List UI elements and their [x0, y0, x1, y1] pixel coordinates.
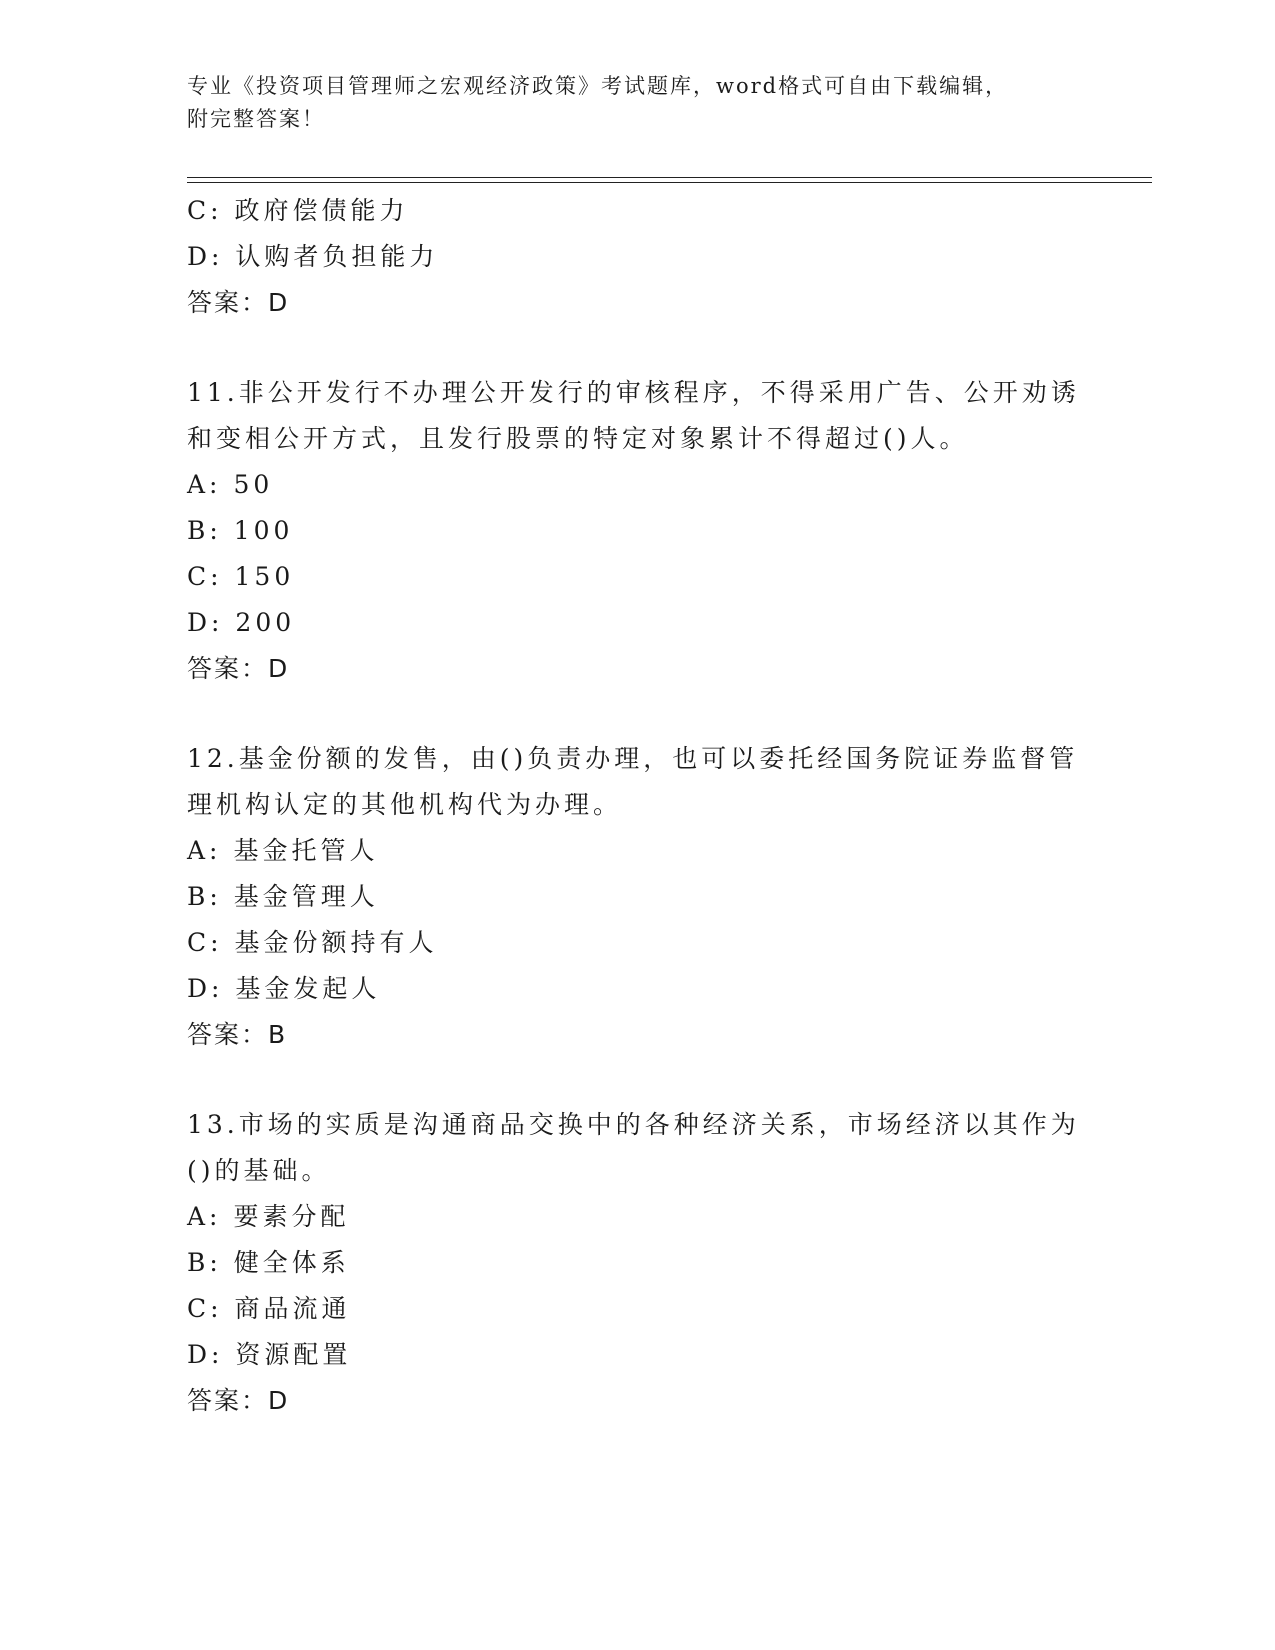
answer-line: 答案：D	[187, 654, 290, 683]
option-c	[187, 554, 1087, 600]
option-text: 基金管理人	[233, 882, 379, 911]
option-label: D:	[187, 974, 224, 1003]
option-text: 资源配置	[235, 1340, 352, 1369]
option-c	[187, 188, 1087, 234]
question-stem-line-2: 和变相公开方式，且发行股票的特定对象累计不得超过()人。	[187, 424, 969, 453]
question-stem	[187, 1102, 1087, 1194]
option-label: C:	[187, 196, 223, 225]
question-stem-line-2: ()的基础。	[187, 1156, 331, 1185]
option-text: 要素分配	[233, 1202, 350, 1231]
question-stem	[187, 370, 1087, 462]
option-label: B:	[187, 1248, 222, 1277]
option-label: A:	[187, 470, 222, 499]
question-13	[187, 1102, 1087, 1424]
option-label: B:	[187, 882, 222, 911]
option-text: 基金托管人	[233, 836, 379, 865]
question-11	[187, 370, 1087, 692]
option-label: A:	[187, 836, 222, 865]
question-number: 11.	[187, 378, 239, 407]
question-12	[187, 736, 1087, 1058]
option-text: 政府偿债能力	[234, 196, 409, 225]
option-label: D:	[187, 1340, 224, 1369]
option-a	[187, 1194, 1087, 1240]
option-b	[187, 874, 1087, 920]
option-text: 认购者负担能力	[235, 242, 439, 271]
option-b	[187, 508, 1087, 554]
question-stem-line-1: 市场的实质是沟通商品交换中的各种经济关系，市场经济以其作为	[238, 1110, 1080, 1139]
header-divider-top	[187, 177, 1152, 178]
option-d	[187, 600, 1087, 646]
option-c	[187, 920, 1087, 966]
carryover-block	[187, 188, 1087, 326]
option-c	[187, 1286, 1087, 1332]
option-b	[187, 1240, 1087, 1286]
option-d	[187, 966, 1087, 1012]
question-number: 12.	[187, 744, 239, 773]
option-a	[187, 828, 1087, 874]
option-d	[187, 234, 1087, 280]
option-text: 基金份额持有人	[234, 928, 438, 957]
option-label: D:	[187, 242, 224, 271]
answer-line: 答案：B	[187, 1020, 288, 1049]
question-stem-line-1: 非公开发行不办理公开发行的审核程序，不得采用广告、公开劝诱	[238, 378, 1080, 407]
document-body	[187, 188, 1087, 1424]
option-text: 200	[235, 608, 296, 637]
header-line-2: 附完整答案！	[187, 107, 325, 131]
option-text: 50	[233, 470, 274, 499]
option-label: B:	[187, 516, 222, 545]
option-text: 150	[234, 562, 295, 591]
answer-line: 答案：D	[187, 288, 290, 317]
option-text: 健全体系	[233, 1248, 350, 1277]
option-label: C:	[187, 928, 223, 957]
option-label: A:	[187, 1202, 222, 1231]
answer-line: 答案：D	[187, 1386, 290, 1415]
option-a	[187, 462, 1087, 508]
option-text: 100	[233, 516, 294, 545]
header-line-1: 专业《投资项目管理师之宏观经济政策》考试题库，word格式可自由下载编辑，	[187, 74, 1009, 98]
header-divider-bottom	[187, 182, 1152, 183]
option-d	[187, 1332, 1087, 1378]
question-stem-line-2: 理机构认定的其他机构代为办理。	[187, 790, 623, 819]
option-label: C:	[187, 562, 223, 591]
question-number: 13.	[187, 1110, 239, 1139]
option-label: C:	[187, 1294, 223, 1323]
option-label: D:	[187, 608, 224, 637]
question-stem-line-1: 基金份额的发售，由()负责办理，也可以委托经国务院证券监督管	[238, 744, 1079, 773]
question-stem	[187, 736, 1087, 828]
option-text: 商品流通	[234, 1294, 351, 1323]
page-header	[187, 70, 1087, 136]
option-text: 基金发起人	[235, 974, 381, 1003]
